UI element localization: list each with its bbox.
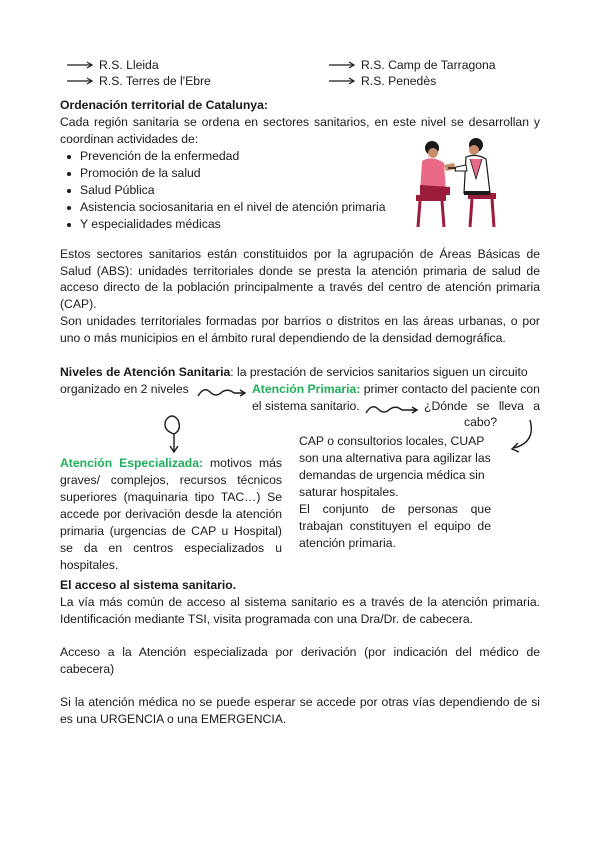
arrow-right-icon	[328, 60, 356, 70]
niveles-intro-line2: organizado en 2 niveles	[60, 382, 189, 396]
loop-down-arrow-icon	[160, 414, 188, 454]
cap-line: son una alternativa para agilizar las	[299, 451, 491, 465]
acceso-paragraph-3: Si la atención médica no se puede esperar se accede por otras vías dependiendo de si es una URGENCIA o una EMERGENCIA.	[60, 695, 540, 726]
donde-line2: cabo?	[464, 415, 498, 429]
section-title-acceso: El acceso al sistema sanitario.	[60, 578, 237, 592]
especializada-description	[60, 455, 282, 574]
region-item	[66, 73, 211, 90]
activities-list	[60, 148, 386, 233]
cap-line: saturar hospitales.	[299, 485, 399, 499]
list-item: Salud Pública	[80, 182, 386, 199]
region-item	[328, 73, 436, 90]
cap-line: atención primaria.	[299, 536, 396, 550]
acceso-paragraph-1: La vía más común de acceso al sistema sanitario es a través de la atención primaria. Identificación mediante TSI, visita programada con una Dra/Dr. de cabecera.	[60, 595, 540, 626]
cap-line: CAP o consultorios locales, CUAP	[299, 434, 485, 448]
sectores-paragraph: Estos sectores sanitarios están constituidos por la agrupación de Áreas Básicas de Salud (ABS): unidades territoriales donde se presta la atención primaria de salud de acceso directo de la población principalmente a través del centro de atención primaria (CAP).	[60, 247, 540, 311]
curved-arrow-icon	[508, 418, 538, 454]
region-label: R.S. Camp de Tarragona	[361, 58, 496, 72]
primaria-line1	[252, 381, 540, 398]
acceso-paragraph-2: Acceso a la Atención especializada por derivación (por indicación del médico de cabecera)	[60, 645, 540, 676]
region-label: R.S. Penedès	[361, 74, 437, 88]
region-label: R.S. Terres de l'Ebre	[99, 74, 211, 88]
arrow-right-icon	[66, 60, 94, 70]
vaccination-illustration	[410, 135, 505, 230]
region-item	[66, 57, 159, 74]
cap-line: demandas de urgencia médica sin	[299, 468, 485, 482]
especializada-label: Atención Especializada:	[60, 456, 204, 470]
squiggle-arrow-icon	[196, 384, 248, 400]
cap-line: El conjunto de personas que	[299, 502, 491, 516]
primaria-line2: el sistema sanitario.	[252, 399, 360, 413]
cap-line: trabajan constituyen el equipo de	[299, 519, 491, 533]
region-item	[328, 57, 496, 74]
niveles-intro-text: : la prestación de servicios sanitarios siguen un circuito	[230, 365, 528, 379]
cap-description	[299, 433, 491, 552]
squiggle-arrow-icon	[364, 401, 420, 417]
list-item: Asistencia sociosanitaria en el nivel de atención primaria	[80, 200, 386, 214]
donde-line1: ¿Dónde se lleva a	[424, 399, 540, 413]
unidades-paragraph: Son unidades territoriales formadas por barrios o distritos en las áreas urbanas, o por uno o más municipios en el ámbito rural dependiendo de la densidad demográfica.	[60, 314, 540, 345]
primaria-label: Atención Primaria:	[252, 382, 361, 396]
list-item: Y especialidades médicas	[80, 216, 386, 233]
list-item: Prevención de la enfermedad	[80, 148, 386, 165]
list-item: Promoción de la salud	[80, 165, 386, 182]
region-label: R.S. Lleida	[99, 58, 159, 72]
ordenacion-intro: Cada región sanitaria se ordena en sectores sanitarios, en este nivel se desarrollan y coordinan actividades de:	[60, 115, 540, 146]
niveles-title: Niveles de Atención Sanitaria	[60, 365, 231, 379]
niveles-intro	[60, 364, 540, 381]
section-title-ordenacion: Ordenación territorial de Catalunya:	[60, 98, 268, 112]
primaria-text: primer contacto del paciente con	[363, 382, 540, 396]
arrow-right-icon	[328, 76, 356, 86]
arrow-right-icon	[66, 76, 94, 86]
especializada-text: motivos más graves/ complejos, recursos técnicos superiores (maquinaria tipo TAC…) Se accede por derivación desde la atención primaria (urgencias de CAP u Hospital) se da en centros especializados u hospitales.	[60, 456, 282, 572]
